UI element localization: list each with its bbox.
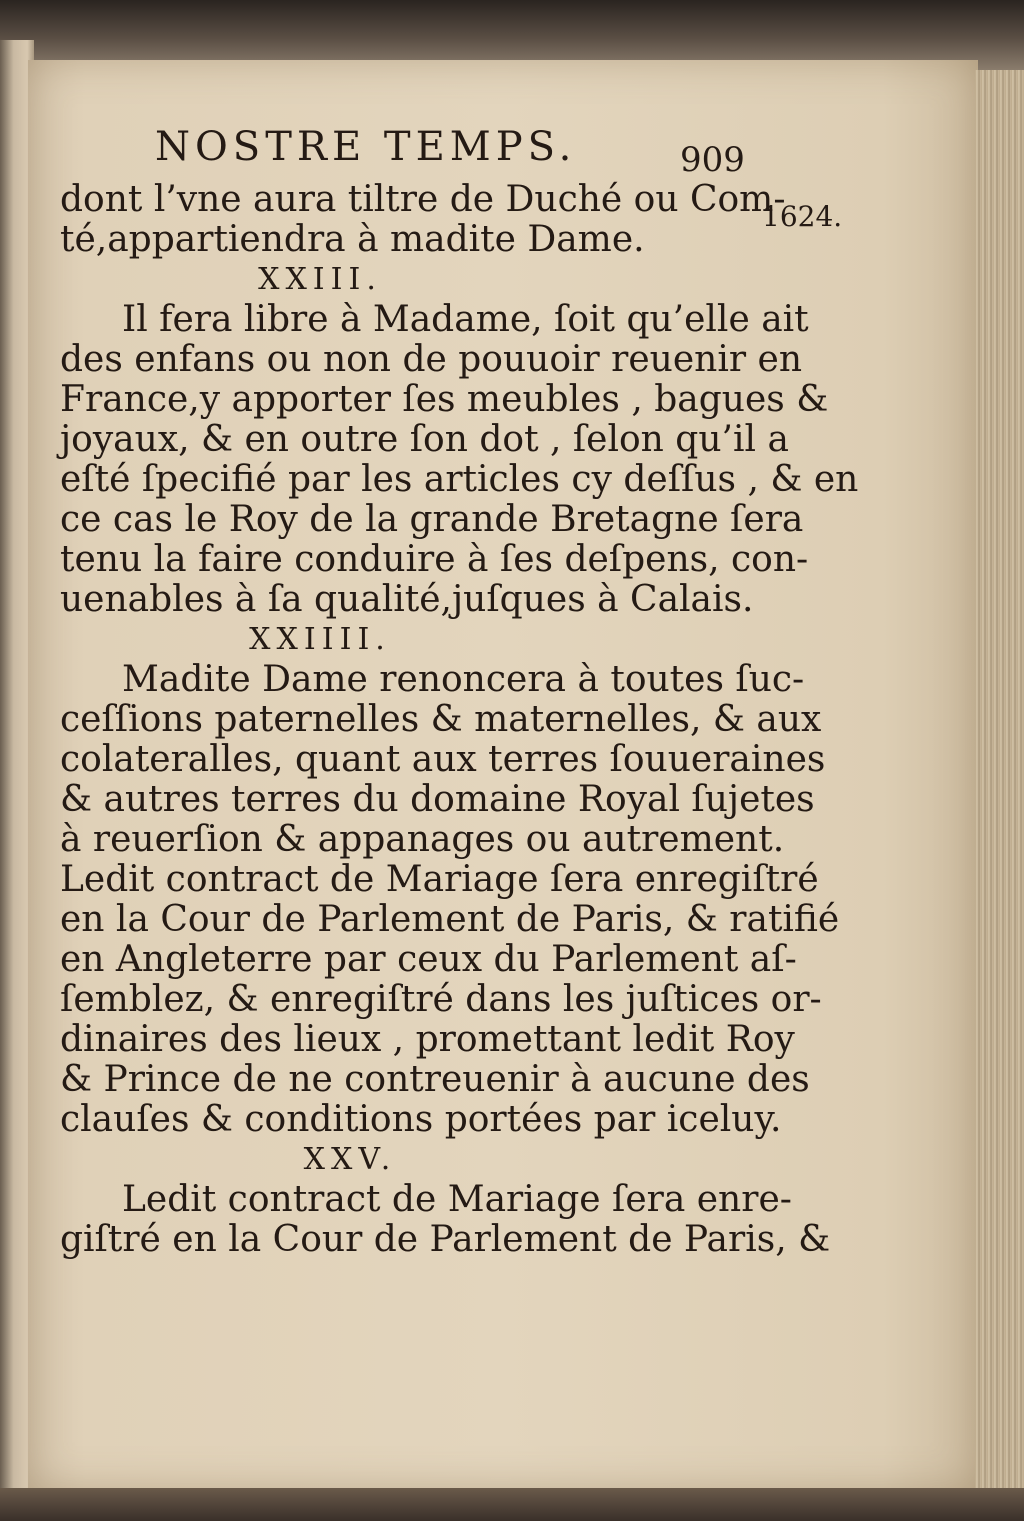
text-line: & Prince de ne contreuenir à aucune des <box>60 1059 810 1100</box>
margin-year: 1624. <box>762 200 843 233</box>
book-bottom-edge <box>0 1488 1024 1521</box>
text-line: ſemblez, & enregiſtré dans les juſtices or- <box>60 979 822 1020</box>
page-fore-edge <box>975 70 1024 1510</box>
section-number: XXIII. <box>258 262 382 297</box>
text-line: en la Cour de Parlement de Paris, & ratifié <box>60 899 840 940</box>
text-line: Madite Dame renoncera à toutes ſuc- <box>122 659 805 700</box>
text-line: en Angleterre par ceux du Parlement aſ- <box>60 939 797 980</box>
text-line: France,y apporter ſes meubles , bagues & <box>60 379 829 420</box>
section-number: XXV. <box>303 1142 397 1177</box>
text-line: Il fera libre à Madame, ſoit qu’elle ait <box>122 299 809 340</box>
text-line: giſtré en la Cour de Parlement de Paris, & <box>60 1219 831 1260</box>
text-line: eſté ſpecifié par les articles cy deſſus , & en <box>60 459 859 500</box>
text-line: Ledit contract de Mariage ſera enre- <box>122 1179 792 1220</box>
text-line: ce cas le Roy de la grande Bretagne ſera <box>60 499 804 540</box>
text-line: dinaires des lieux , promettant ledit Roy <box>60 1019 795 1060</box>
page-number: 909 <box>680 140 745 180</box>
text-line: uenables à ſa qualité,juſques à Calais. <box>60 579 754 620</box>
section-number: XXIIII. <box>249 622 391 657</box>
text-line: té,appartiendra à madite Dame. <box>60 219 645 260</box>
text-line: joyaux, & en outre ſon dot , ſelon qu’il a <box>60 419 789 460</box>
page-header <box>60 122 760 180</box>
text-line: Ledit contract de Mariage ſera enregiſtré <box>60 859 819 900</box>
text-line: ceſſions paternelles & maternelles, & aux <box>60 699 822 740</box>
text-line: clauſes & conditions portées par iceluy. <box>60 1099 782 1140</box>
text-line: & autres terres du domaine Royal ſujetes <box>60 779 815 820</box>
text-line: tenu la faire conduire à ſes deſpens, con- <box>60 539 809 580</box>
text-line: à reuerſion & appanages ou autrement. <box>60 819 785 860</box>
text-line: dont l’vne aura tiltre de Duché ou Com- <box>60 179 786 220</box>
text-line: des enfans ou non de pouuoir reuenir en <box>60 339 803 380</box>
running-title: NOSTRE TEMPS. <box>155 124 577 170</box>
text-line: colateralles, quant aux terres ſouueraines <box>60 739 826 780</box>
